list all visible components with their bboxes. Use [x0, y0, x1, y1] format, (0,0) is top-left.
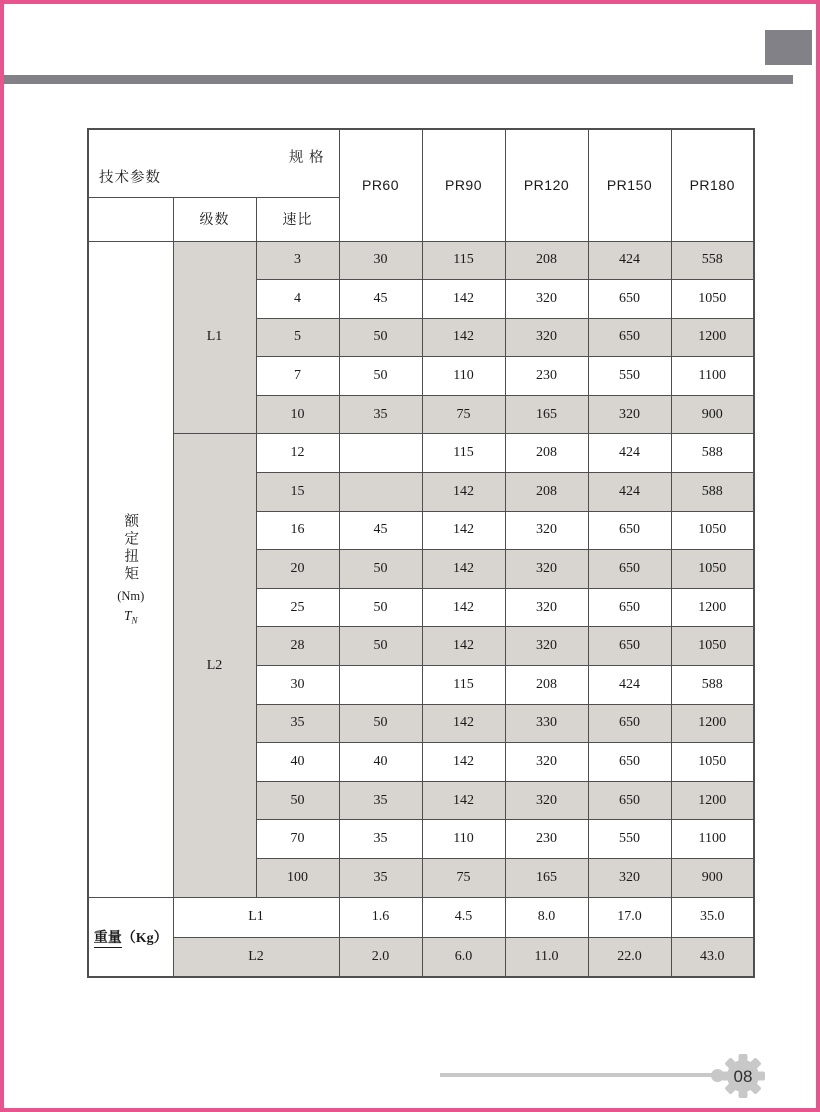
value-cell: 50	[339, 588, 422, 627]
spec-corner-label: 规 格	[288, 150, 325, 166]
value-cell: 424	[588, 473, 671, 512]
torque-unit: (Nm)	[117, 588, 145, 603]
value-cell: 115	[422, 666, 505, 705]
torque-symbol: $T_N$	[123, 607, 138, 626]
torque-label	[89, 513, 173, 626]
ratio-cell: 15	[256, 473, 339, 512]
value-cell: 75	[422, 395, 505, 434]
value-cell: 650	[588, 550, 671, 589]
value-cell: 142	[422, 550, 505, 589]
value-cell: 330	[505, 704, 588, 743]
value-cell: 2.0	[339, 937, 422, 977]
value-cell: 35	[339, 395, 422, 434]
ratio-cell: 5	[256, 318, 339, 357]
value-cell: 1100	[671, 820, 754, 859]
ratio-cell: 3	[256, 241, 339, 280]
value-cell: 17.0	[588, 897, 671, 937]
value-cell: 35	[339, 820, 422, 859]
value-cell: 142	[422, 280, 505, 319]
value-cell: 650	[588, 704, 671, 743]
ratio-cell: 20	[256, 550, 339, 589]
value-cell: 115	[422, 434, 505, 473]
stage-group-l2: L2	[173, 434, 256, 897]
value-cell: 588	[671, 434, 754, 473]
torque-label-cell	[88, 241, 173, 897]
weight-label-cell	[88, 897, 173, 977]
value-cell: 165	[505, 395, 588, 434]
value-cell: 1.6	[339, 897, 422, 937]
value-cell: 110	[422, 820, 505, 859]
value-cell: 320	[505, 743, 588, 782]
value-cell: 50	[339, 318, 422, 357]
value-cell: 900	[671, 859, 754, 898]
value-cell: 8.0	[505, 897, 588, 937]
value-cell: 208	[505, 434, 588, 473]
ratio-cell: 4	[256, 280, 339, 319]
stage-group-l1: L1	[173, 241, 256, 434]
header-row	[88, 129, 754, 197]
value-cell: 30	[339, 241, 422, 280]
ratio-cell: 30	[256, 666, 339, 705]
value-cell: 650	[588, 743, 671, 782]
value-cell: 320	[505, 280, 588, 319]
value-cell: 1050	[671, 280, 754, 319]
value-cell: 1050	[671, 511, 754, 550]
value-cell	[339, 666, 422, 705]
value-cell: 142	[422, 511, 505, 550]
value-cell: 650	[588, 781, 671, 820]
value-cell: 50	[339, 357, 422, 396]
value-cell: 550	[588, 820, 671, 859]
value-cell: 900	[671, 395, 754, 434]
value-cell: 424	[588, 666, 671, 705]
torque-name: 额定扭矩	[122, 512, 139, 583]
value-cell: 320	[505, 588, 588, 627]
value-cell: 22.0	[588, 937, 671, 977]
value-cell: 320	[505, 781, 588, 820]
value-cell: 650	[588, 280, 671, 319]
value-cell: 230	[505, 820, 588, 859]
value-cell: 50	[339, 704, 422, 743]
column-header-pr180: PR180	[671, 129, 754, 241]
column-header-pr60: PR60	[339, 129, 422, 241]
value-cell: 4.5	[422, 897, 505, 937]
weight-row	[88, 937, 754, 977]
column-header-pr150: PR150	[588, 129, 671, 241]
table-row	[88, 434, 754, 473]
top-right-gray-block	[765, 30, 812, 65]
gear-icon	[720, 1053, 766, 1099]
ratio-cell: 70	[256, 820, 339, 859]
value-cell: 142	[422, 781, 505, 820]
value-cell: 650	[588, 511, 671, 550]
value-cell: 208	[505, 666, 588, 705]
ratio-cell: 12	[256, 434, 339, 473]
ratio-cell: 35	[256, 704, 339, 743]
value-cell: 50	[339, 627, 422, 666]
ratio-cell: 7	[256, 357, 339, 396]
stage-header: 级数	[173, 197, 256, 241]
table-row	[88, 241, 754, 280]
weight-stage-l2: L2	[173, 937, 339, 977]
ratio-header: 速比	[256, 197, 339, 241]
value-cell: 40	[339, 743, 422, 782]
value-cell: 424	[588, 434, 671, 473]
column-header-pr90: PR90	[422, 129, 505, 241]
value-cell: 142	[422, 743, 505, 782]
value-cell: 650	[588, 588, 671, 627]
value-cell: 43.0	[671, 937, 754, 977]
value-cell: 1200	[671, 781, 754, 820]
value-cell: 320	[505, 318, 588, 357]
value-cell: 208	[505, 473, 588, 512]
diagonal-header-cell	[88, 129, 339, 197]
value-cell: 142	[422, 704, 505, 743]
ratio-cell: 10	[256, 395, 339, 434]
column-header-pr120: PR120	[505, 129, 588, 241]
value-cell: 35.0	[671, 897, 754, 937]
value-cell: 1100	[671, 357, 754, 396]
ratio-cell: 50	[256, 781, 339, 820]
tech-params-corner-label: 技术参数	[99, 169, 161, 186]
value-cell: 6.0	[422, 937, 505, 977]
value-cell: 650	[588, 318, 671, 357]
ratio-cell: 40	[256, 743, 339, 782]
corner-blank-cell	[88, 197, 173, 241]
value-cell: 320	[505, 550, 588, 589]
value-cell: 11.0	[505, 937, 588, 977]
value-cell: 142	[422, 627, 505, 666]
value-cell: 50	[339, 550, 422, 589]
weight-row	[88, 897, 754, 937]
value-cell: 45	[339, 511, 422, 550]
value-cell: 142	[422, 588, 505, 627]
value-cell: 588	[671, 666, 754, 705]
value-cell: 424	[588, 241, 671, 280]
weight-stage-l1: L1	[173, 897, 339, 937]
ratio-cell: 28	[256, 627, 339, 666]
value-cell: 320	[588, 859, 671, 898]
value-cell: 1200	[671, 588, 754, 627]
ratio-cell: 16	[256, 511, 339, 550]
value-cell: 75	[422, 859, 505, 898]
value-cell: 45	[339, 280, 422, 319]
value-cell: 35	[339, 781, 422, 820]
value-cell: 230	[505, 357, 588, 396]
value-cell	[339, 473, 422, 512]
value-cell: 110	[422, 357, 505, 396]
value-cell: 165	[505, 859, 588, 898]
value-cell	[339, 434, 422, 473]
ratio-cell: 25	[256, 588, 339, 627]
value-cell: 1200	[671, 704, 754, 743]
footer-rule	[440, 1073, 716, 1077]
value-cell: 1050	[671, 550, 754, 589]
ratio-cell: 100	[256, 859, 339, 898]
top-gray-rule	[4, 75, 793, 84]
value-cell: 588	[671, 473, 754, 512]
value-cell: 320	[588, 395, 671, 434]
value-cell: 558	[671, 241, 754, 280]
weight-unit: （Kg）	[121, 930, 168, 946]
value-cell: 1050	[671, 743, 754, 782]
weight-label: 重量	[93, 930, 122, 946]
value-cell: 115	[422, 241, 505, 280]
value-cell: 1200	[671, 318, 754, 357]
spec-table	[87, 128, 755, 978]
value-cell: 1050	[671, 627, 754, 666]
value-cell: 550	[588, 357, 671, 396]
value-cell: 650	[588, 627, 671, 666]
value-cell: 208	[505, 241, 588, 280]
value-cell: 142	[422, 473, 505, 512]
page-number: 08	[733, 1067, 753, 1086]
value-cell: 320	[505, 627, 588, 666]
value-cell: 35	[339, 859, 422, 898]
value-cell: 142	[422, 318, 505, 357]
value-cell: 320	[505, 511, 588, 550]
